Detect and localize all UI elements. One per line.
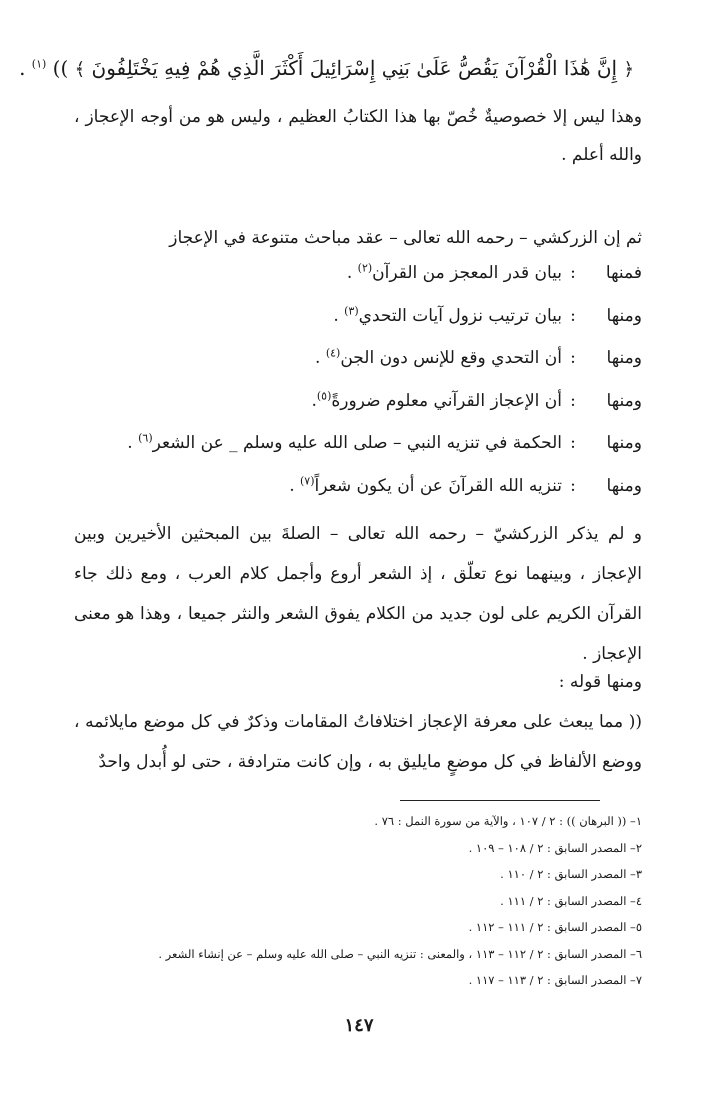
list-item-end: . [346,263,353,283]
paragraph-4: ومنها قوله : [558,672,642,692]
list-item-end: . [311,390,317,411]
footnote-ref: (٢) [357,261,373,275]
paragraph-1: وهذا ليس إلا خصوصيةٌ خُصّ بها هذا الكتابُ العظيم ، وليس هو من أوجه الإعجاز ، والله أعلم . [74,107,642,165]
list-item-lead: فمنها [605,263,642,283]
list-item-lead: ومنها [606,348,642,368]
list-item-separator: : [570,305,576,326]
list-item-separator: : [570,433,576,453]
footnote-item: ٥– المصدر السابق : ٢ / ١١١ – ١١٢ . [468,920,642,934]
footnote-ref: (٦) [138,431,153,445]
topics-list [74,256,642,511]
footnote-ref: (١) [31,57,47,71]
paragraph-2: ثم إن الزركشي – رحمه الله تعالى – عقد مباحث متنوعة في الإعجاز [169,228,642,248]
list-item-end: . [315,348,321,368]
list-item-lead: ومنها [606,390,642,411]
verse-end-mark: . [19,56,26,80]
page-number: ١٤٧ [344,1015,374,1036]
list-item [74,469,642,512]
footnote-ref: (٧) [300,473,315,487]
paragraph-3: و لم يذكر الزركشيّ – رحمه الله تعالى – الصلةَ بين المبحثين الأخيرين وبين الإعجاز ، وبينهما نوع تعلّق ، إذ الشعر أروع وأجمل كلام العرب ، ومع ذلك جاء القرآن الكريم على لون جديد من الكلام يفوق الشعر والنثر جميعا ، وهذا هو معنى الإعجاز . [74,524,642,664]
footnote-item: ٧– المصدر السابق : ٢ / ١١٣ – ١١٧ . [468,973,642,987]
list-item [74,256,642,299]
footnote-divider [400,800,600,801]
footnote-item: ٢– المصدر السابق : ٢ / ١٠٨ – ١٠٩ . [468,840,642,855]
verse-tail: )) [52,56,69,80]
quran-verse [19,52,634,86]
list-item-separator: : [570,390,576,411]
list-item-separator: : [570,263,576,283]
paragraph-5: (( مما يبعث على معرفة الإعجاز اختلافاتُ المقامات وذكرٌ في كل موضع مايلائمه ، ووضع الألفاظ في كل موضعٍ مايليق به ، وإن كانت مترادفة ، حتى لو أُبدل واحدٌ [74,712,642,772]
footnote-ref: (٤) [325,346,341,360]
list-item [74,384,642,427]
verse-text: إِنَّ هَٰذَا الْقُرْآنَ يَقُصُّ عَلَىٰ بَنِي إِسْرَائِيلَ أَكْثَرَ الَّذِي هُمْ فِيهِ يَخْتَلِفُونَ [91,56,618,80]
footnotes [74,808,642,994]
footnote-item: ١– (( البرهان )) : ٢ / ١٠٧ ، والآية من سورة النمل : ٧٦ . [374,814,642,828]
list-item [74,426,642,469]
list-item [74,341,642,384]
list-item-text: أن التحدي وقع للإنس دون الجن [340,348,562,368]
list-item-end: . [127,433,133,453]
list-item-text: بيان ترتيب نزول آيات التحدي [358,305,562,326]
footnote-ref: (٥) [316,388,332,402]
footnote-ref: (٣) [344,303,359,317]
list-item-text: تنزيه الله القرآنَ عن أن يكون شعراً [314,475,562,496]
list-item [74,299,642,342]
list-item-lead: ومنها [606,305,642,326]
footnote-item: ٦– المصدر السابق : ٢ / ١١٢ – ١١٣ ، والمعنى : تنزيه النبي – صلى الله عليه وسلم – عن إنشاء الشعر . [158,946,642,961]
list-item-separator: : [570,348,576,368]
footnote-item: ٣– المصدر السابق : ٢ / ١١٠ . [500,867,642,881]
list-item-separator: : [570,475,576,496]
list-item-lead: ومنها [606,475,642,496]
list-item-text: أن الإعجاز القرآني معلوم ضرورةً [331,390,562,411]
footnote-item: ٤– المصدر السابق : ٢ / ١١١ . [500,893,642,908]
list-item-lead: ومنها [606,433,642,453]
list-item-end: . [289,475,295,496]
verse-open-bracket: ﴿ [623,59,634,80]
list-item-text: الحكمة في تنزيه النبي – صلى الله عليه وسلم _ عن الشعر [152,433,562,453]
list-item-text: بيان قدر المعجز من القرآن [372,263,562,283]
list-item-end: . [333,305,339,326]
verse-close-bracket: ﴾ [74,59,86,80]
